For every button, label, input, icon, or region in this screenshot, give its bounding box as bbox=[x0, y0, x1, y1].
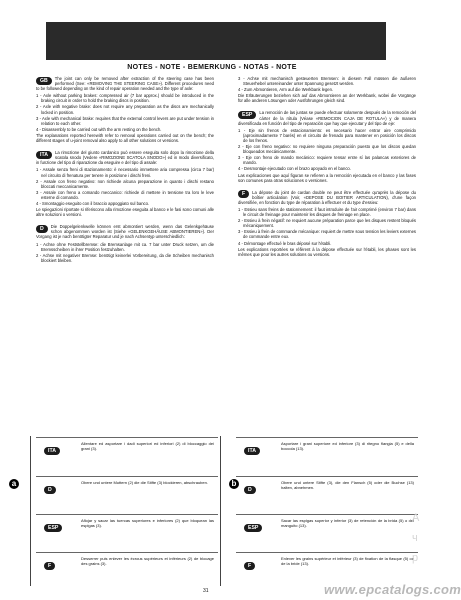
list-item: 2 - Eje con freno negativo: no requiere ninguna preparación puesto que los discos quedan bloqueados mecánicamente. bbox=[238, 144, 416, 155]
list-item: 3 - Eje con freno de mando mecánico: requiere tensar entre sí las palancas exteriores de mando. bbox=[238, 155, 416, 166]
step-text: Asportare i grani superiore ed inferiore (3) di ritegno flangia (5) e della boccola (13). bbox=[281, 441, 414, 451]
step-text: Obere und untere Muttern (2) die die Stifte (3) blockieren, abschrauben. bbox=[81, 480, 208, 485]
section-outro: Las explicaciones que aquí figuran se refieren a la remoción ejecutada en el banco y las fases son comunes para otras soluciones o versiones. bbox=[238, 172, 416, 183]
step-marker-a: a bbox=[9, 479, 19, 489]
language-badge-d: D bbox=[36, 225, 48, 233]
section-d-continued bbox=[238, 76, 416, 103]
divider-center bbox=[220, 436, 221, 586]
section-intro: La rimozione del giunto cardanico può essere eseguita solo dopo la rimozione della scatola snodo (Vedere «RIMOZIONE SCATOLA SNODO») ed in modo diversificato, in funzione del tipo di riparazione da eseguire e del tipo di assale: bbox=[36, 150, 214, 166]
step-a-f bbox=[36, 552, 218, 582]
section-d bbox=[36, 224, 214, 263]
section-ita bbox=[36, 150, 214, 217]
language-badge-ita: ITA bbox=[244, 447, 260, 455]
list-item: 2 - Axle with negative brake: does not require any preparation as the discs are mechanically locked in position. bbox=[36, 104, 214, 115]
list-item: 4 - Démontage effectué le bras déposé sur l'établi. bbox=[238, 240, 332, 246]
section-outro: Die Erläuterungen beziehen sich auf das Abmontieren an der Werkbank, wobei die Vorgänge für alle anderen Lösungen oder Ausführungen gleich sind. bbox=[238, 93, 416, 104]
step-a-esp bbox=[36, 514, 218, 544]
language-badge-ita: ITA bbox=[36, 151, 52, 159]
left-column bbox=[36, 76, 214, 270]
step-text: Desserrer puis enlever les écrous supérieurs et inférieurs (2) de blocage des grains (3). bbox=[81, 556, 214, 566]
language-badge-f: F bbox=[238, 190, 249, 198]
list-item: 1 - Achse ohne Feststellbremse: die Bremsanlage mit ca. 7 bar unter Druck setzen, um die Bremsscheiben in ihrer Position festzuhalten. bbox=[36, 241, 214, 252]
header-bar bbox=[46, 22, 386, 60]
step-text: Sacar las espigas superior y inferior (3) de retención de la brida (5) o del manguito (13). bbox=[281, 518, 414, 528]
step-a-d bbox=[36, 476, 218, 506]
list-item: 4 - Disassembly to be carried out with the arm resting on the bench. bbox=[36, 126, 162, 132]
language-badge-ita: ITA bbox=[44, 447, 60, 455]
language-badge-esp: ESP bbox=[244, 524, 262, 532]
side-glyph: р bbox=[412, 552, 419, 564]
step-a-ita bbox=[36, 437, 218, 467]
list-item: 1 - Axle without parking brakes: compressed air (7 bar approx.) should be introduced in the braking circuit in order to hold the braking discs in position. bbox=[36, 93, 214, 104]
step-b-f bbox=[236, 552, 418, 582]
list-item: 3 - Assale con freno a comando meccanico: richiede di mettere in tensione tra loro le leve esterne di comando. bbox=[36, 189, 214, 200]
list-item: 4 - Desmontaje ejecutado con el brazo apoyado en el banco. bbox=[238, 166, 351, 172]
list-item: 2 - Achse mit negativer Bremse: benötigt keinerlei Vorbereitung, da die Scheiben mechanisch blockiert bleiben. bbox=[36, 252, 214, 263]
list-item: 1 - Essieu sans freins de stationnement: il faut introduire de l'air comprimé (environ 7 bar) dans le circuit de freinage pour maintenir les disques de freinage en place. bbox=[238, 206, 416, 218]
step-b-ita bbox=[236, 437, 418, 467]
list-item: 2 - Essieu à frein négatif: ne requiert aucune préparation parce que les disques restent bloqués mécaniquement. bbox=[238, 218, 416, 229]
divider-left bbox=[30, 436, 31, 586]
language-badge-f: F bbox=[244, 562, 255, 570]
step-b-esp bbox=[236, 514, 418, 544]
page-title: NOTES - NOTE - BEMERKUNG - NOTAS - NOTE bbox=[127, 64, 297, 71]
section-outro: Le spiegazioni riportate si riferiscono alla rimozione eseguita al banco e le fasi sono comuni alle altre soluzioni o versioni. bbox=[36, 207, 214, 218]
section-intro: La remoción de las juntas se puede efectuar solamente después de la remoción del cárter de la rótula (Véase «REMOCION CAJA DE ROTULA») y de manera diversificada en función del tipo de reparación que hay que ejecutar y del tipo de eje: bbox=[238, 110, 416, 126]
language-badge-f: F bbox=[44, 562, 55, 570]
step-marker-b: b bbox=[229, 479, 239, 489]
step-text: Obere und untere Stifte (3), die den Flansch (5) oder die Buchse (13) halten, abnehmen. bbox=[281, 480, 414, 490]
section-f bbox=[238, 190, 416, 257]
section-intro: Die Doppelgelenkwelle können erst abmontiert werden, wenn das Gelenkgehäuse schon abgenommen worden ist (Siehe «GELENKGEHÄUSE ABMONTIEREN»). Der Vorgang ist je nach benötigter Reparatur und je nach Achsentyp unterschiedlich: bbox=[36, 224, 214, 240]
section-outro: Les explications reportées se réfèrent à la dépose effectuée sur l'établi, les phases sont les mêmes que pour les autres solutions ou versions. bbox=[238, 246, 416, 257]
side-glyph: ч bbox=[412, 532, 418, 544]
language-badge-gb: GB bbox=[36, 77, 52, 85]
section-outro: The explanations reported herewith refer to removal operations carried out on the bench; the different stages of u-joint removal also apply to all other solutions or versions. bbox=[36, 132, 214, 144]
step-text: Allentare ed asportare i dadi superiori ed inferiori (2) di bloccaggio dei grani (3). bbox=[81, 441, 214, 451]
language-badge-d: D bbox=[244, 486, 256, 494]
language-badge-esp: ESP bbox=[44, 524, 62, 532]
step-b-d bbox=[236, 476, 418, 506]
list-item: 4 - Zum Abmontieren, Arm auf die Werkbank legen. bbox=[238, 87, 334, 93]
language-badge-d: D bbox=[44, 486, 56, 494]
list-item: 3 - Essieu à frein de commande mécanique: requiert de mettre sous tension les leviers externes de commande entre eux. bbox=[238, 229, 416, 240]
step-text: Aflojar y sacar las tuercas superiores e inferiores (2) que bloquean las espigas (3). bbox=[81, 518, 214, 528]
section-intro: La dépose du joint de cardan double ne peut être effectuée qu'après la dépose du boîtier articulation (Voir, «DEPOSE DU BOITIER ARTICULATION), d'une façon diversifiée, en fonction du type de réparation à effectuer et du type d'essieu: bbox=[238, 189, 416, 205]
section-gb bbox=[36, 76, 214, 143]
section-esp bbox=[238, 110, 416, 182]
right-column bbox=[238, 76, 416, 264]
section-intro: The joint can only be removed after extraction of the steering case has been performed (See: «REMOVING THE STEERING CASE»). Different procedures need to be followed depending on the kind of repair operation needed and the type of axle: bbox=[36, 76, 214, 92]
list-item: 4 - Smontaggio eseguito con il braccio appoggiato sul banco. bbox=[36, 200, 150, 206]
list-item: 3 - Axle with mechanical brake: requires that the external control levers are put under tension in relation to each other. bbox=[36, 115, 214, 126]
page-number: 31 bbox=[203, 588, 209, 594]
language-badge-esp: ESP bbox=[238, 111, 256, 119]
step-text: Enlever les grains supérieur et inférieur (3) de fixation de la flasque (5) ou de la bride (13). bbox=[281, 556, 414, 566]
list-item: 1 - Assale senza freni di stazionamento: è necessario immettere aria compressa (circa 7 bar) nel circuito di frenatura per tenere in posizione i dischi freni. bbox=[36, 167, 214, 178]
list-item: 1 - Eje sin frenos de estacionamiento: es necesario hacer entrar aire comprimido (aproximadamente 7 barés) en el circuito de frenado para mantener en posición los discos de los frenos. bbox=[238, 127, 416, 143]
list-item: 2 - Assale con freno negativo: non richiede alcuna preparazione in quanto i dischi restano bloccati meccanicamente. bbox=[36, 178, 214, 189]
list-item: 3 - Achse mit mechanisch gesteuerten Bremsen: in diesem Fall müssen die äußeren Steuerhebel untereinander unter Spannung gesetzt werden. bbox=[238, 76, 416, 87]
side-glyph: A bbox=[412, 512, 420, 524]
watermark: www.epcatalogs.com bbox=[324, 582, 461, 597]
